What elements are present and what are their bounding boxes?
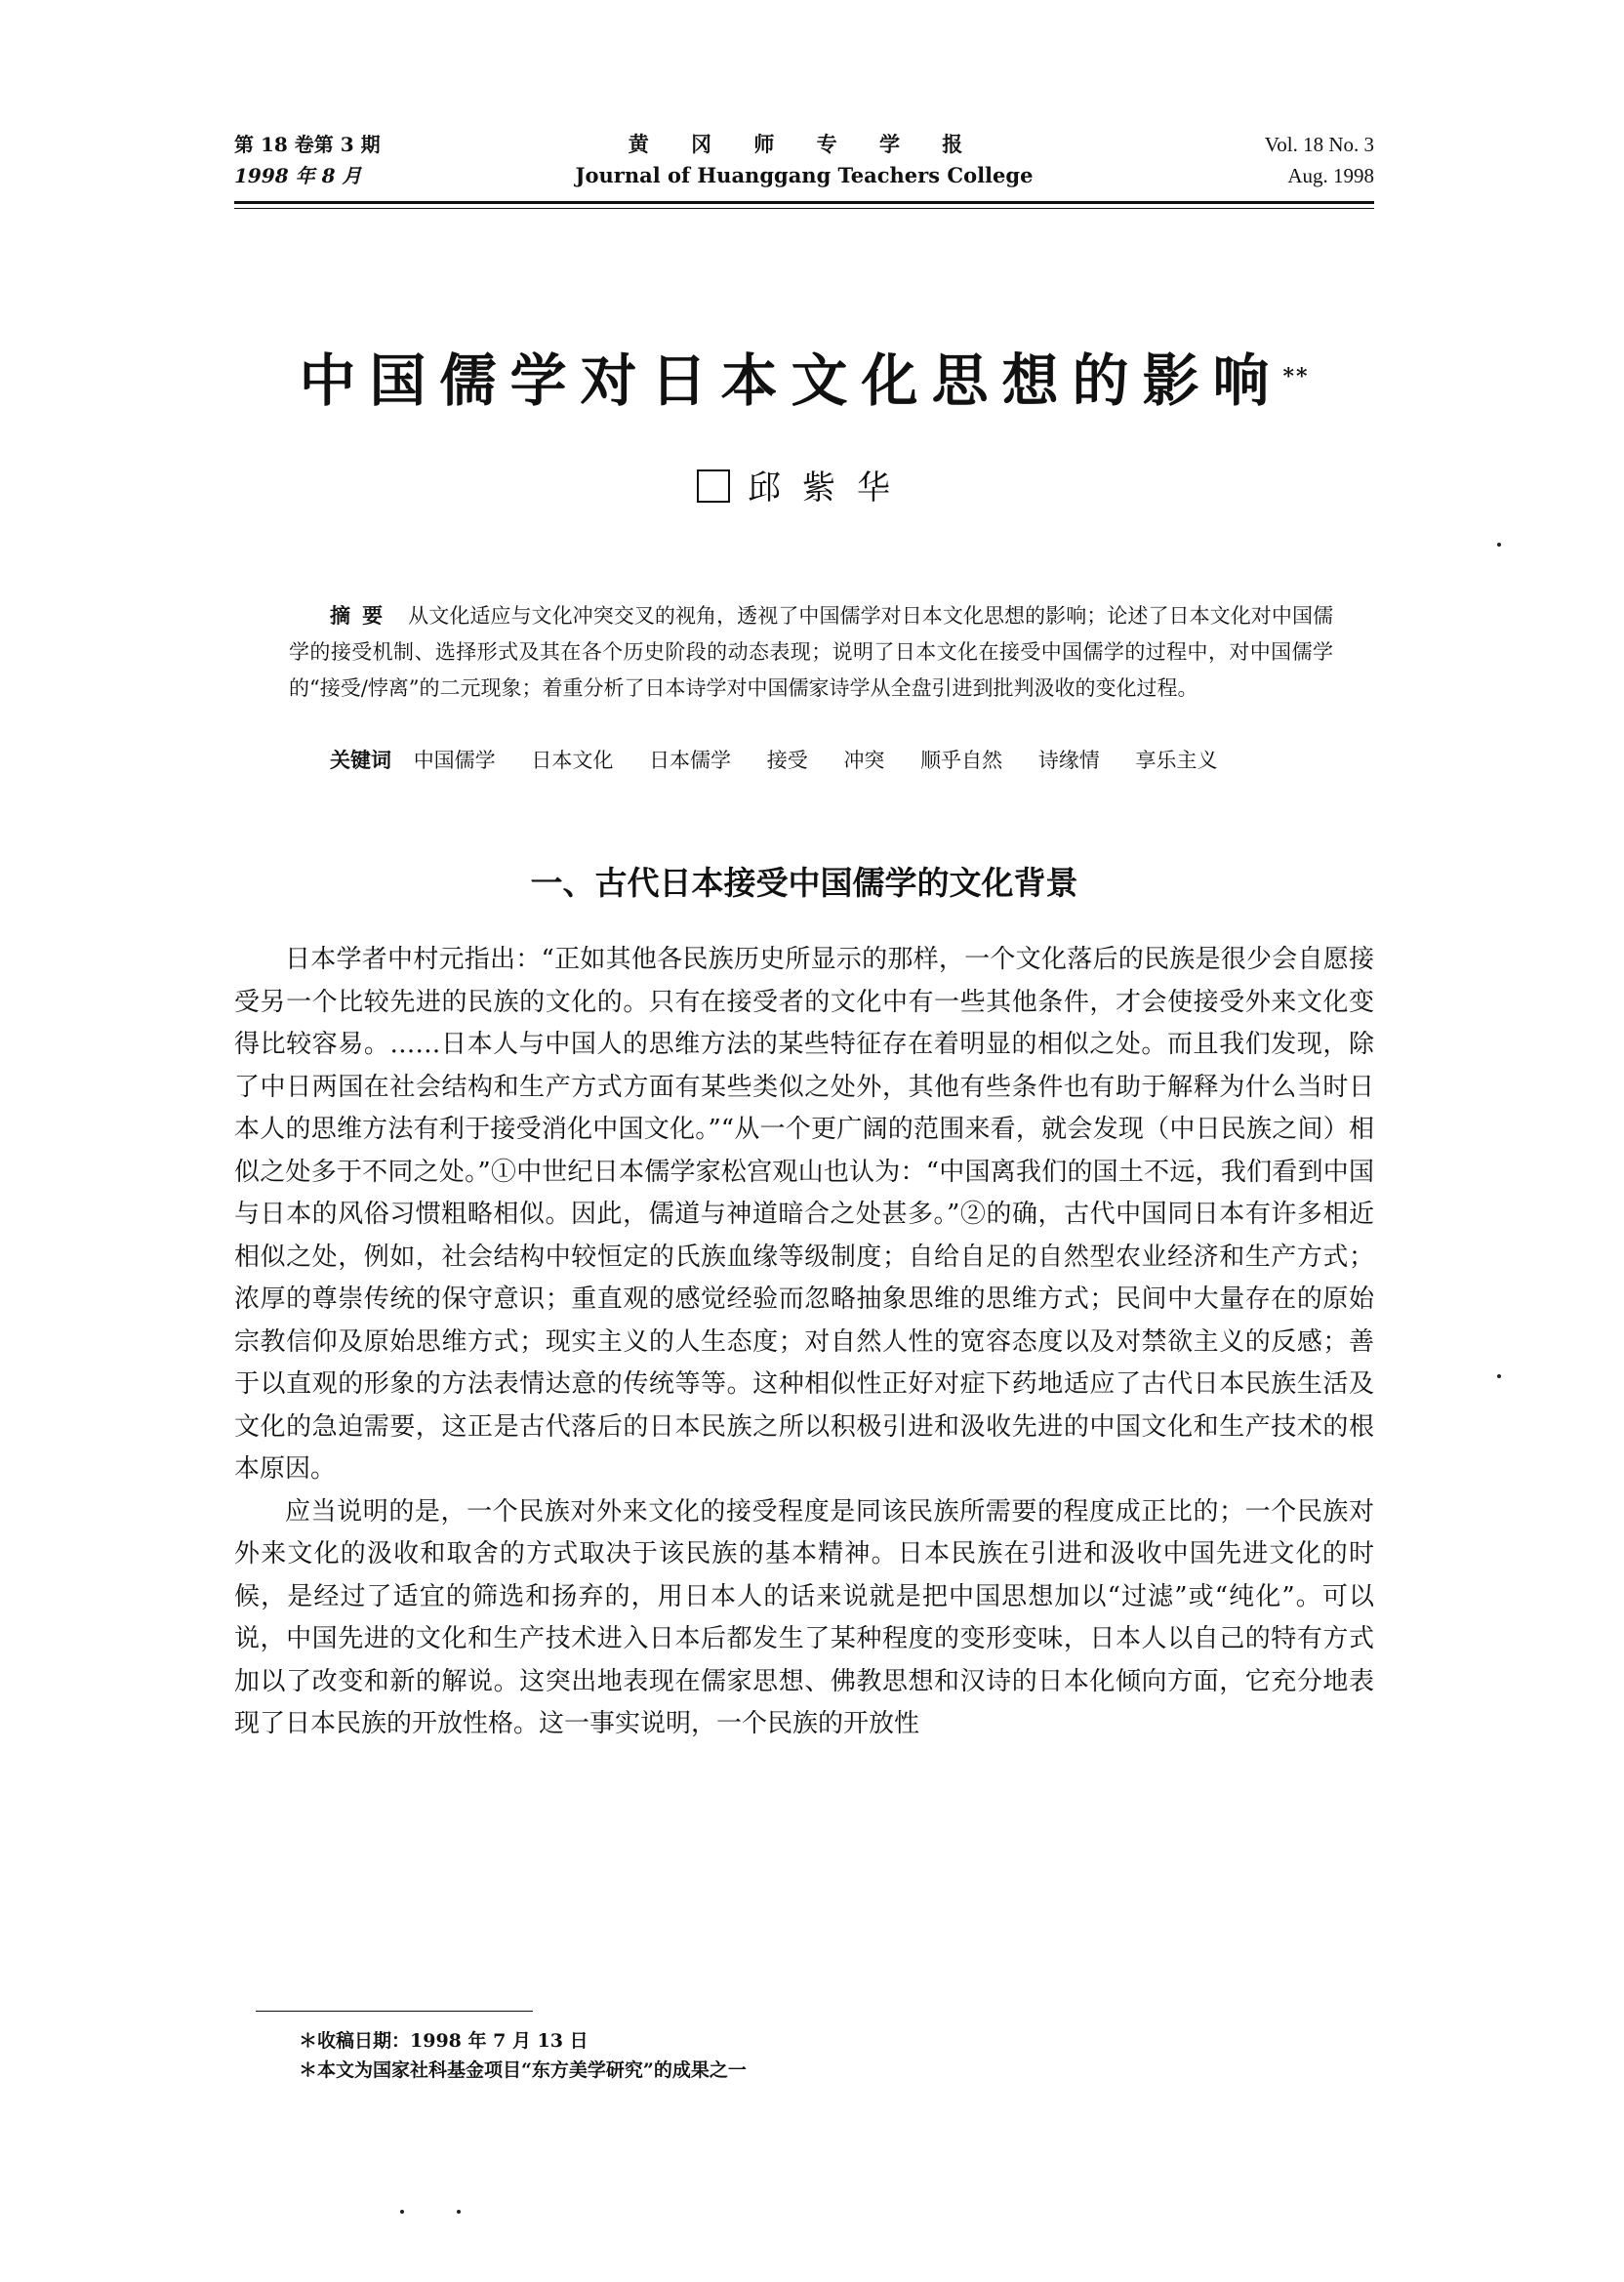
scan-speck [400, 2210, 404, 2214]
keyword: 顺乎自然 [920, 749, 1003, 772]
abstract-label: 摘要 [330, 603, 395, 628]
footnotes [299, 2026, 1275, 2085]
paragraph: 日本学者中村元指出：“正如其他各民族历史所显示的那样，一个文化落后的民族是很少会自愿接受另一个比较先进的民族的文化的。只有在接受者的文化中有一些其他条件，才会使接受外来文化变得比较容易。……日本人与中国人的思维方法的某些特征存在着明显的相似之处。而且我们发现，除了中日两国在社会结构和生产方式方面有某些类似之处外，其他有些条件也有助于解释为什么当时日本人的思维方法有利于接受消化中国文化。”“从一个更广阔的范围来看，就会发现（中日民族之间）相似之处多于不同之处。”①中世纪日本儒学家松宫观山也认为：“中国离我们的国土不远，我们看到中国与日本的风俗习惯粗略相似。因此，儒道与神道暗合之处甚多。”②的确，古代中国同日本有许多相近相似之处，例如，社会结构中较恒定的氏族血缘等级制度；自给自足的自然型农业经济和生产方式；浓厚的尊崇传统的保守意识；重直观的感觉经验而忽略抽象思维的思维方式；民间中大量存在的原始宗教信仰及原始思维方式；现实主义的人生态度；对自然人性的宽容态度以及对禁欲主义的反感；善于以直观的形象的方法表情达意的传统等等。这种相似性正好对症下药地适应了古代日本民族生活及文化的急迫需要，这正是古代落后的日本民族之所以积极引进和汲收先进的中国文化和生产技术的根本原因。 [234, 945, 1374, 1484]
running-header [234, 129, 1374, 203]
date-cn: 1998 年 8 月 [234, 164, 362, 187]
keyword: 诗缘情 [1037, 749, 1100, 772]
keywords [330, 742, 1333, 779]
author-line [234, 464, 1374, 512]
body-text [234, 939, 1374, 1746]
keyword: 冲突 [843, 749, 885, 772]
header-rule-thick [234, 201, 1374, 204]
journal-name-en: Journal of Huanggang Teachers College [575, 163, 1034, 187]
footnote-received: ＊收稿日期：1998 年 7 月 13 日 [299, 2030, 589, 2052]
article-title [234, 342, 1374, 420]
paragraph: 应当说明的是，一个民族对外来文化的接受程度是同该民族所需要的程度成正比的；一个民族对外来文化的汲收和取舍的方式取决于该民族的基本精神。日本民族在引进和汲收中国先进文化的时候，是经过了适宜的筛选和扬弃的，用日本人的话来说就是把中国思想加以“过滤”或“纯化”。可以说，中国先进的文化和生产技术进入日本后都发生了某种程度的变形变味，日本人以自己的特有方式加以了改变和新的解说。这突出地表现在儒家思想、佛教思想和汉诗的日本化倾向方面，它充分地表现了日本民族的开放性格。这一事实说明，一个民族的开放性 [234, 1496, 1374, 1738]
journal-name [234, 129, 1374, 191]
header-rule-thin [234, 208, 1374, 209]
footnote-rule [256, 2011, 533, 2012]
footnote-project: ＊本文为国家社科基金项目“东方美学研究”的成果之一 [299, 2059, 747, 2081]
keyword: 接受 [766, 749, 808, 772]
keyword: 日本儒学 [649, 749, 732, 772]
section-heading: 一、古代日本接受中国儒学的文化背景 [530, 864, 1078, 902]
author-name: 邱紫华 [748, 469, 912, 508]
author-box-icon [697, 469, 730, 503]
issue-info-en [1265, 129, 1374, 191]
scan-speck [1497, 1374, 1501, 1378]
keyword: 日本文化 [531, 749, 614, 772]
scan-speck [457, 2210, 461, 2214]
volume-en: Vol. 18 No. 3 [1264, 133, 1374, 156]
keywords-label: 关键词 [330, 748, 391, 772]
title-text: 中国儒学对日本文化思想的影响 [299, 347, 1283, 414]
abstract [289, 597, 1333, 707]
abstract-text: 从文化适应与文化冲突交叉的视角，透视了中国儒学对日本文化思想的影响；论述了日本文化对中国儒学的接受机制、选择形式及其在各个历史阶段的动态表现；说明了日本文化在接受中国儒学的过程中，对中国儒学的“接受/悖离”的二元现象；着重分析了日本诗学对中国儒家诗学从全盘引进到批判汲收的变化过程。 [289, 604, 1334, 700]
journal-name-cn: 黄 冈 师 专 学 报 [628, 132, 981, 156]
keyword: 享乐主义 [1135, 749, 1218, 772]
scan-speck [1497, 543, 1501, 547]
date-en: Aug. 1998 [1287, 164, 1374, 187]
title-footnote-mark: ** [1282, 364, 1310, 389]
volume-cn: 第 18 卷第 3 期 [234, 133, 381, 156]
keyword: 中国儒学 [413, 749, 496, 772]
